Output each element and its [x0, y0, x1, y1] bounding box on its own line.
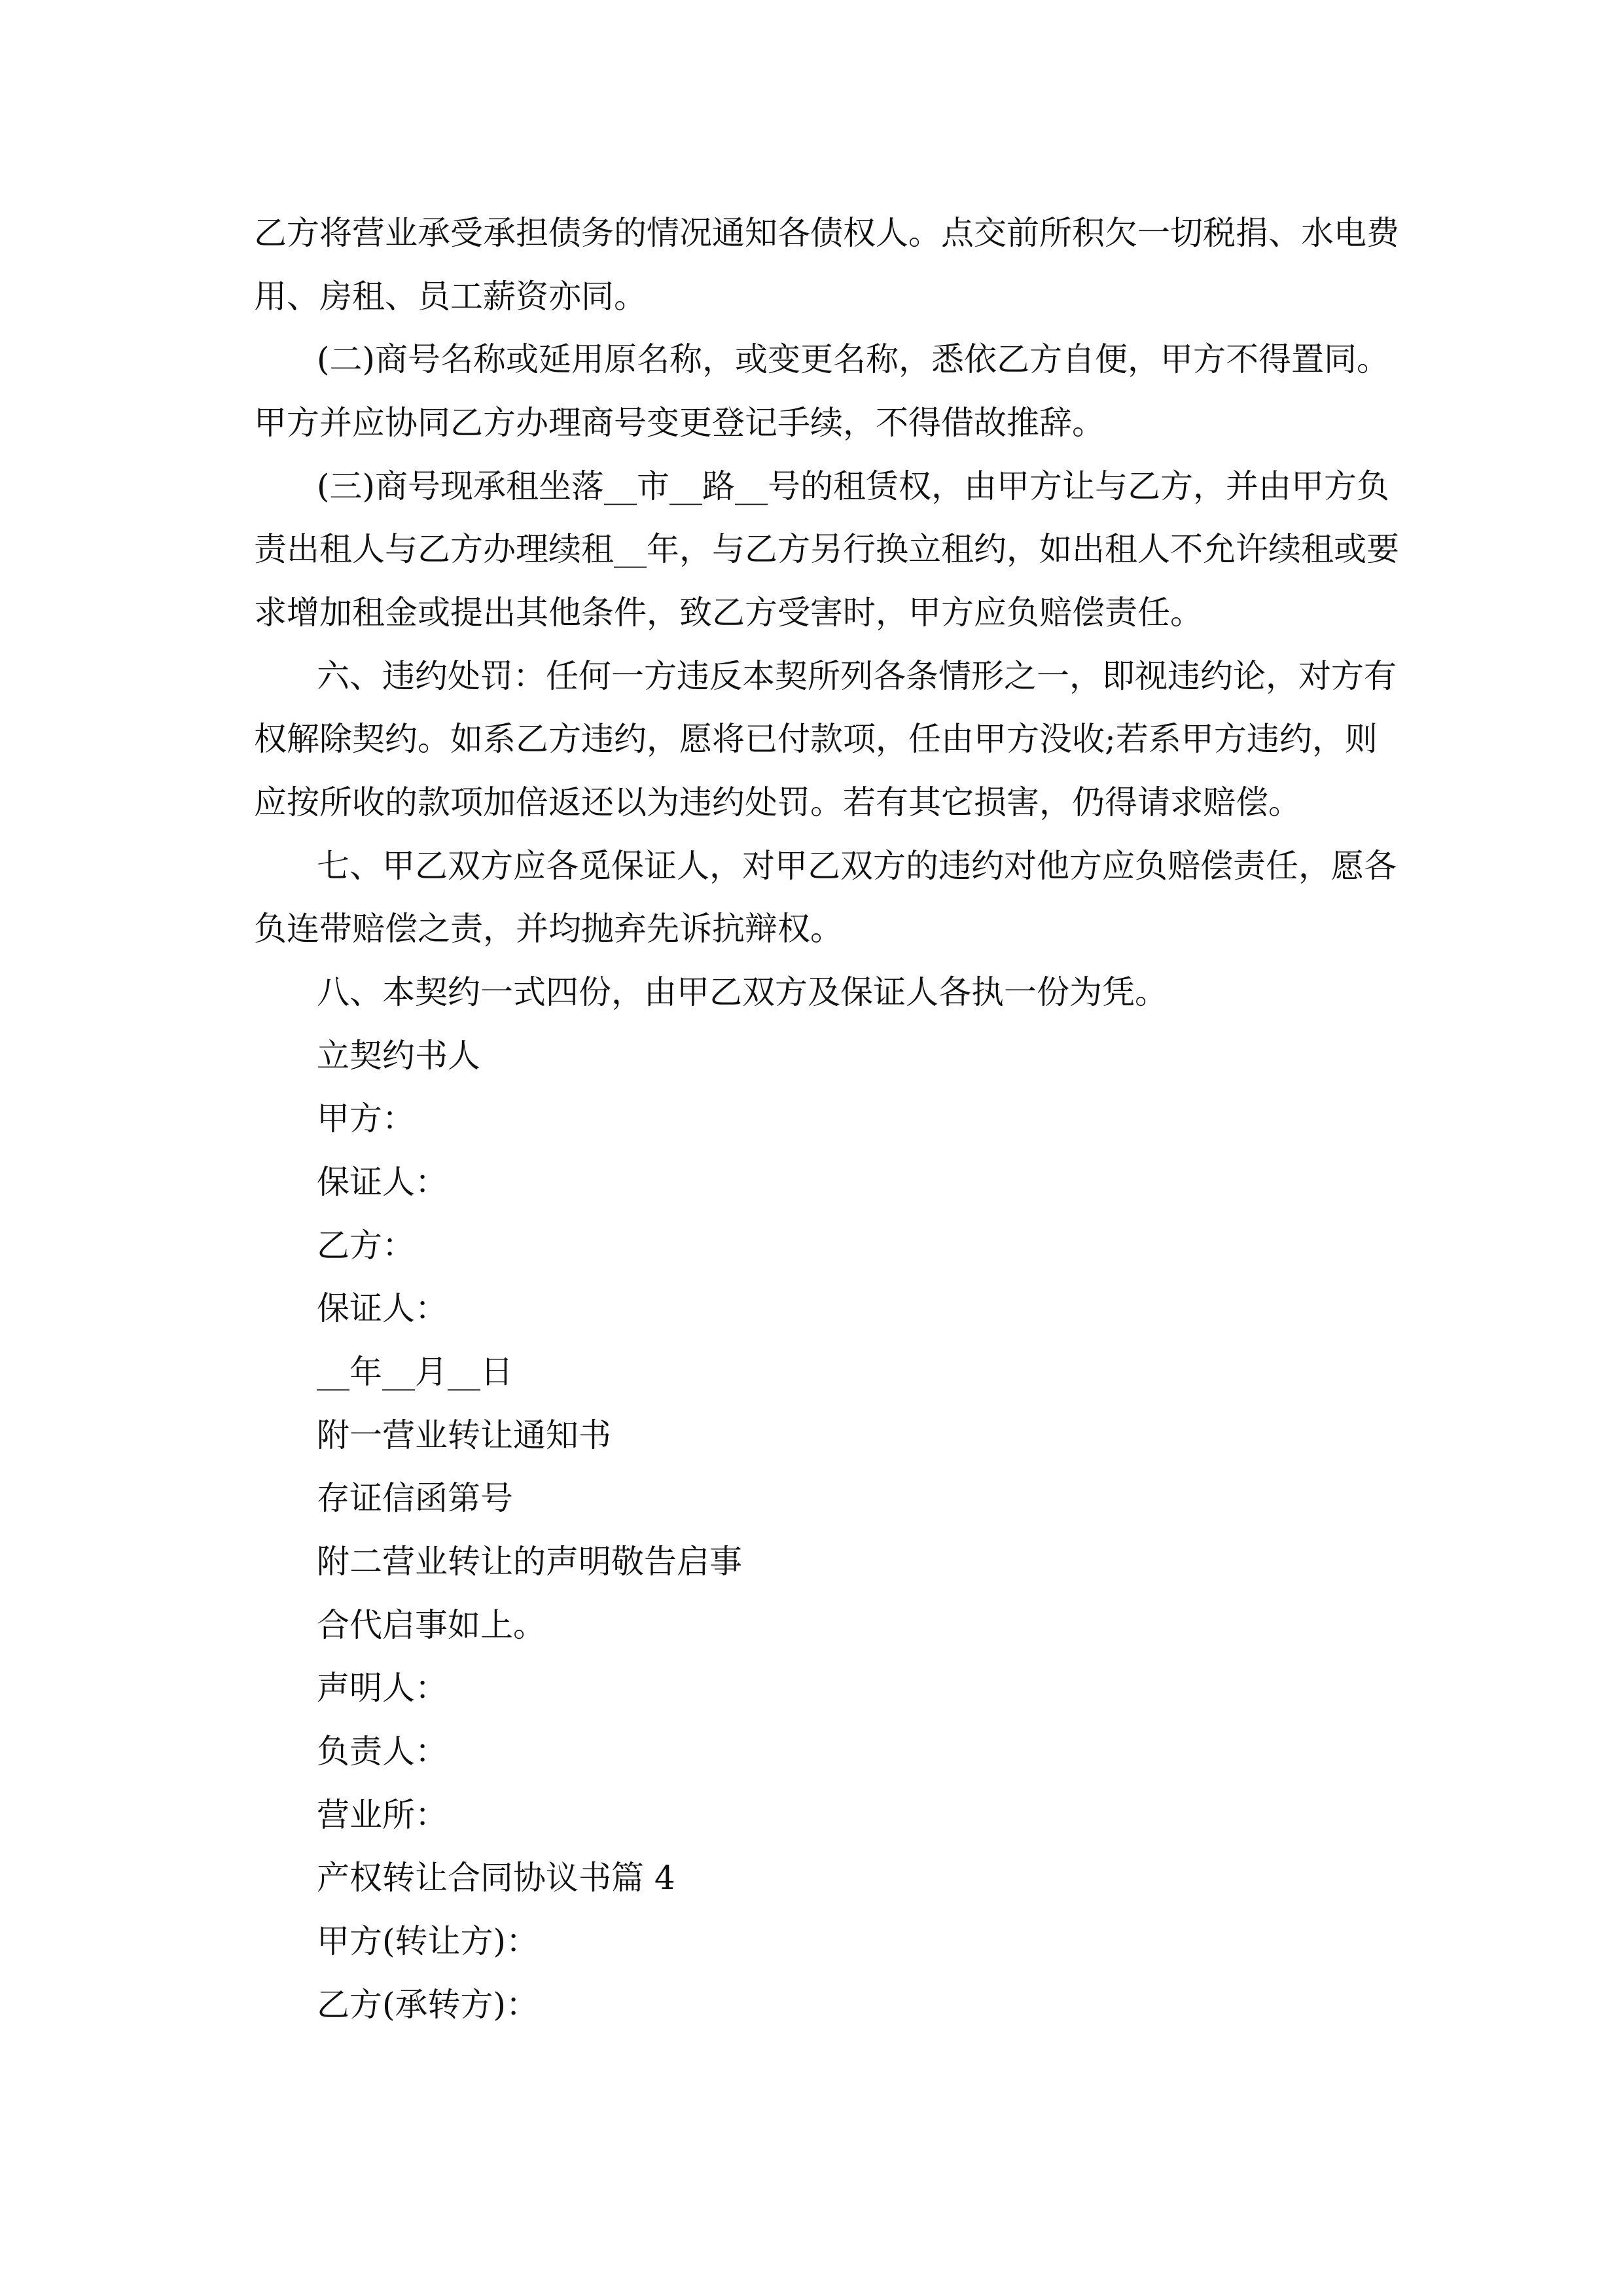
attachment-line: 存证信函第号	[317, 1479, 513, 1517]
guarantor-label: 保证人：	[317, 1289, 448, 1327]
paragraph-line: 六、违约处罚：任何一方违反本契所列各条情形之一，即视违约论，对方有	[317, 657, 1397, 695]
guarantor-label: 保证人：	[317, 1163, 448, 1201]
party-a-label: 甲方：	[317, 1100, 415, 1138]
transferor-label: 甲方(转让方)：	[317, 1922, 539, 1960]
paragraph-line: 乙方将营业承受承担债务的情况通知各债权人。点交前所积欠一切税捐、水电费	[254, 214, 1399, 252]
person-in-charge-label: 负责人：	[317, 1732, 448, 1770]
transferee-label: 乙方(承转方)：	[317, 1986, 539, 2024]
paragraph-line: (二)商号名称或延用原名称，或变更名称，悉依乙方自便，甲方不得置同。	[317, 340, 1390, 378]
section-title: 产权转让合同协议书篇 4	[317, 1859, 675, 1897]
paragraph-line: 用、房租、员工薪资亦同。	[254, 278, 647, 315]
attachment-title: 附一营业转让通知书	[317, 1416, 611, 1454]
paragraph-line: 甲方并应协同乙方办理商号变更登记手续，不得借故推辞。	[254, 404, 1105, 442]
signature-heading: 立契约书人	[317, 1037, 480, 1075]
declarant-label: 声明人：	[317, 1669, 448, 1707]
party-b-label: 乙方：	[317, 1227, 415, 1265]
paragraph-line: 应按所收的款项加倍返还以为违约处罚。若有其它损害，仍得请求赔偿。	[254, 783, 1301, 821]
attachment-line: 合代启事如上。	[317, 1606, 546, 1644]
paragraph-line: 七、甲乙双方应各觅保证人，对甲乙双方的违约对他方应负赔偿责任，愿各	[317, 847, 1397, 885]
business-office-label: 营业所：	[317, 1796, 448, 1834]
paragraph-line: 八、本契约一式四份，由甲乙双方及保证人各执一份为凭。	[317, 973, 1168, 1011]
paragraph-line: 求增加租金或提出其他条件，致乙方受害时，甲方应负赔偿责任。	[254, 594, 1203, 632]
attachment-title: 附二营业转让的声明敬告启事	[317, 1543, 742, 1581]
date-line: __年__月__日	[317, 1353, 513, 1391]
paragraph-line: (三)商号现承租坐落__市__路__号的租赁权，由甲方让与乙方，并由甲方负	[317, 467, 1390, 505]
paragraph-line: 负连带赔偿之责，并均抛弃先诉抗辩权。	[254, 910, 843, 948]
paragraph-line: 权解除契约。如系乙方违约，愿将已付款项，任由甲方没收;若系甲方违约，则	[254, 720, 1378, 758]
paragraph-line: 责出租人与乙方办理续租__年，与乙方另行换立租约，如出租人不允许续租或要	[254, 530, 1399, 568]
